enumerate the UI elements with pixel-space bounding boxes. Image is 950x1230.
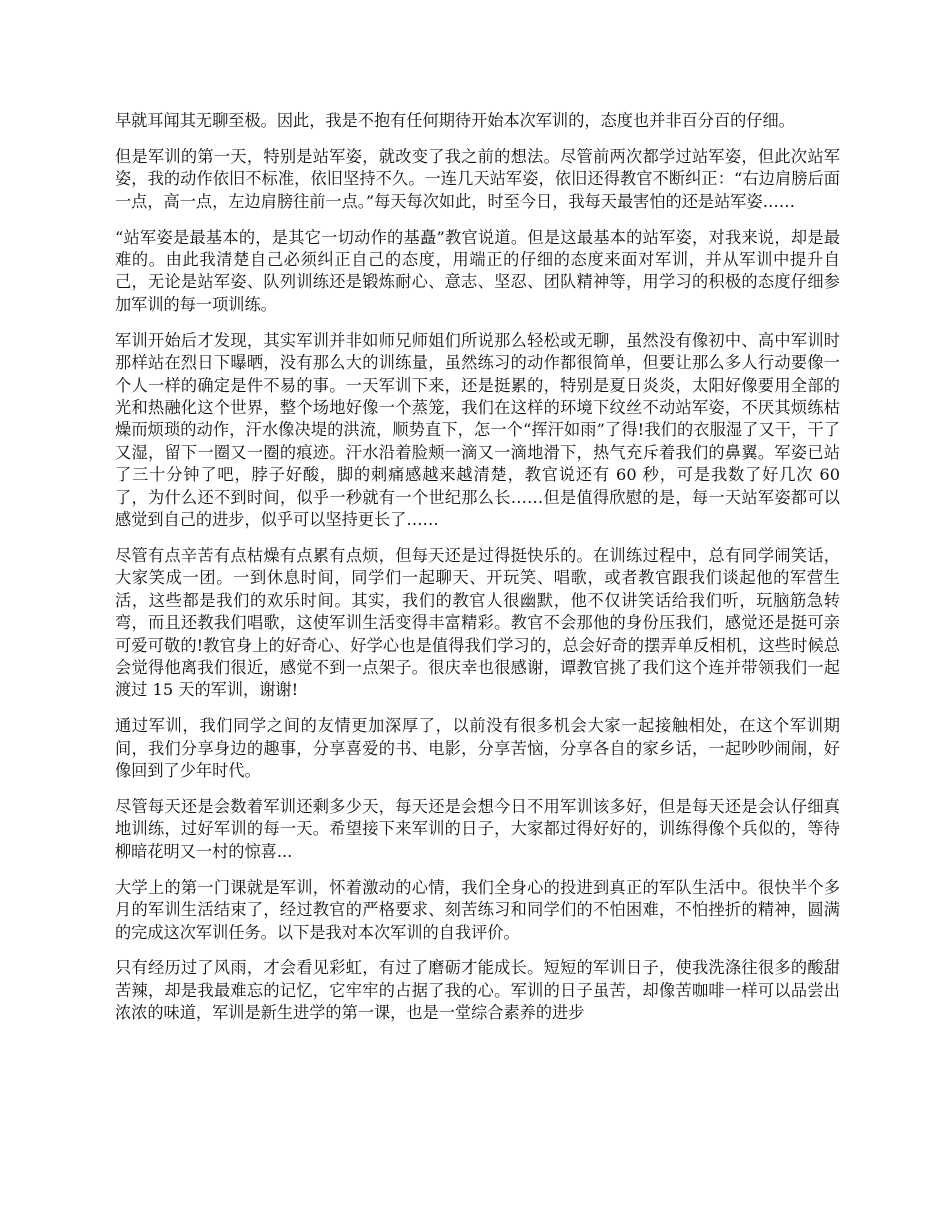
paragraph: 只有经历过了风雨，才会看见彩虹，有过了磨砺才能成长。短短的军训日子，使我洗涤往很多的酸甜苦辣，却是我最难忘的记忆，它牢牢的占据了我的心。军训的日子虽苦，却像苦咖啡一样可以品尝出浓浓的味道，军训是新生进学的第一课，也是一堂综合素养的进步 bbox=[115, 958, 840, 1023]
document-page bbox=[115, 110, 840, 1038]
paragraph: 军训开始后才发现，其实军训并非如师兄师姐们所说那么轻松或无聊，虽然没有像初中、高中军训时那样站在烈日下曝晒，没有那么大的训练量，虽然练习的动作都很简单，但要让那么多人行动要像一个人一样的确定是件不易的事。一天军训下来，还是挺累的，特别是夏日炎炎，太阳好像要用全部的光和热融化这个世界，整个场地好像一个蒸笼，我们在这样的环境下纹丝不动站军姿，不厌其烦练枯燥而烦琐的动作，汗水像决堤的洪流，顺势直下，怎一个“挥汗如雨”了得!我们的衣服湿了又干，干了又湿，留下一圈又一圈的痕迹。汗水沿着脸颊一滴又一滴地滑下，热气充斥着我们的鼻翼。军姿已站了三十分钟了吧，脖子好酸，脚的刺痛感越来越清楚，教官说还有 60 秒，可是我数了好几次 60 了，为什么还不到时间，似乎一秒就有一个世纪那么长……但是值得欣慰的是，每一天站军姿都可以感觉到自己的进步，似乎可以坚持更长了…… bbox=[115, 330, 840, 529]
paragraph: 但是军训的第一天，特别是站军姿，就改变了我之前的想法。尽管前两次都学过站军姿，但此次站军姿，我的动作依旧不标准，依旧坚持不久。一连几天站军姿，依旧还得教官不断纠正：“右边肩膀后面一点，高一点，左边肩膀往前一点。”每天每次如此，时至今日，我每天最害怕的还是站军姿…… bbox=[115, 146, 840, 211]
paragraph: 大学上的第一门课就是军训，怀着激动的心情，我们全身心的投进到真正的军队生活中。很快半个多月的军训生活结束了，经过教官的严格要求、刻苦练习和同学们的不怕困难，不怕挫折的精神，圆满的完成这次军训任务。以下是我对本次军训的自我评价。 bbox=[115, 877, 840, 942]
paragraph: 尽管每天还是会数着军训还剩多少天，每天还是会想今日不用军训该多好，但是每天还是会认仔细真地训练，过好军训的每一天。希望接下来军训的日子，大家都过得好好的，训练得像个兵似的，等待柳暗花明又一村的惊喜... bbox=[115, 796, 840, 861]
paragraph: 通过军训，我们同学之间的友情更加深厚了，以前没有很多机会大家一起接触相处，在这个军训期间，我们分享身边的趣事，分享喜爱的书、电影，分享苦恼，分享各自的家乡话，一起吵吵闹闹，好像回到了少年时代。 bbox=[115, 716, 840, 781]
paragraph: 早就耳闻其无聊至极。因此，我是不抱有任何期待开始本次军训的，态度也并非百分百的仔细。 bbox=[115, 111, 795, 130]
paragraph: 尽管有点辛苦有点枯燥有点累有点烦，但每天还是过得挺快乐的。在训练过程中，总有同学闹笑话，大家笑成一团。一到休息时间，同学们一起聊天、开玩笑、唱歌，或者教官跟我们谈起他的军营生活，这些都是我们的欢乐时间。其实，我们的教官人很幽默，他不仅讲笑话给我们听，玩脑筋急转弯，而且还教我们唱歌，这使军训生活变得丰富精彩。教官不会那他的身份压我们，感觉还是挺可亲可爱可敬的!教官身上的好奇心、好学心也是值得我们学习的，总会好奇的摆弄单反相机，这些时候总会觉得他离我们很近，感觉不到一点架子。很庆幸也很感谢，谭教官挑了我们这个连并带领我们一起渡过 15 天的军训，谢谢! bbox=[115, 545, 840, 700]
paragraph: “站军姿是最基本的，是其它一切动作的基矗”教官说道。但是这最基本的站军姿，对我来说，却是最难的。由此我清楚自己必须纠正自己的态度，用端正的仔细的态度来面对军训，并从军训中提升自己，无论是站军姿、队列训练还是锻炼耐心、意志、坚忍、团队精神等，用学习的积极的态度仔细参加军训的每一项训练。 bbox=[115, 227, 840, 314]
